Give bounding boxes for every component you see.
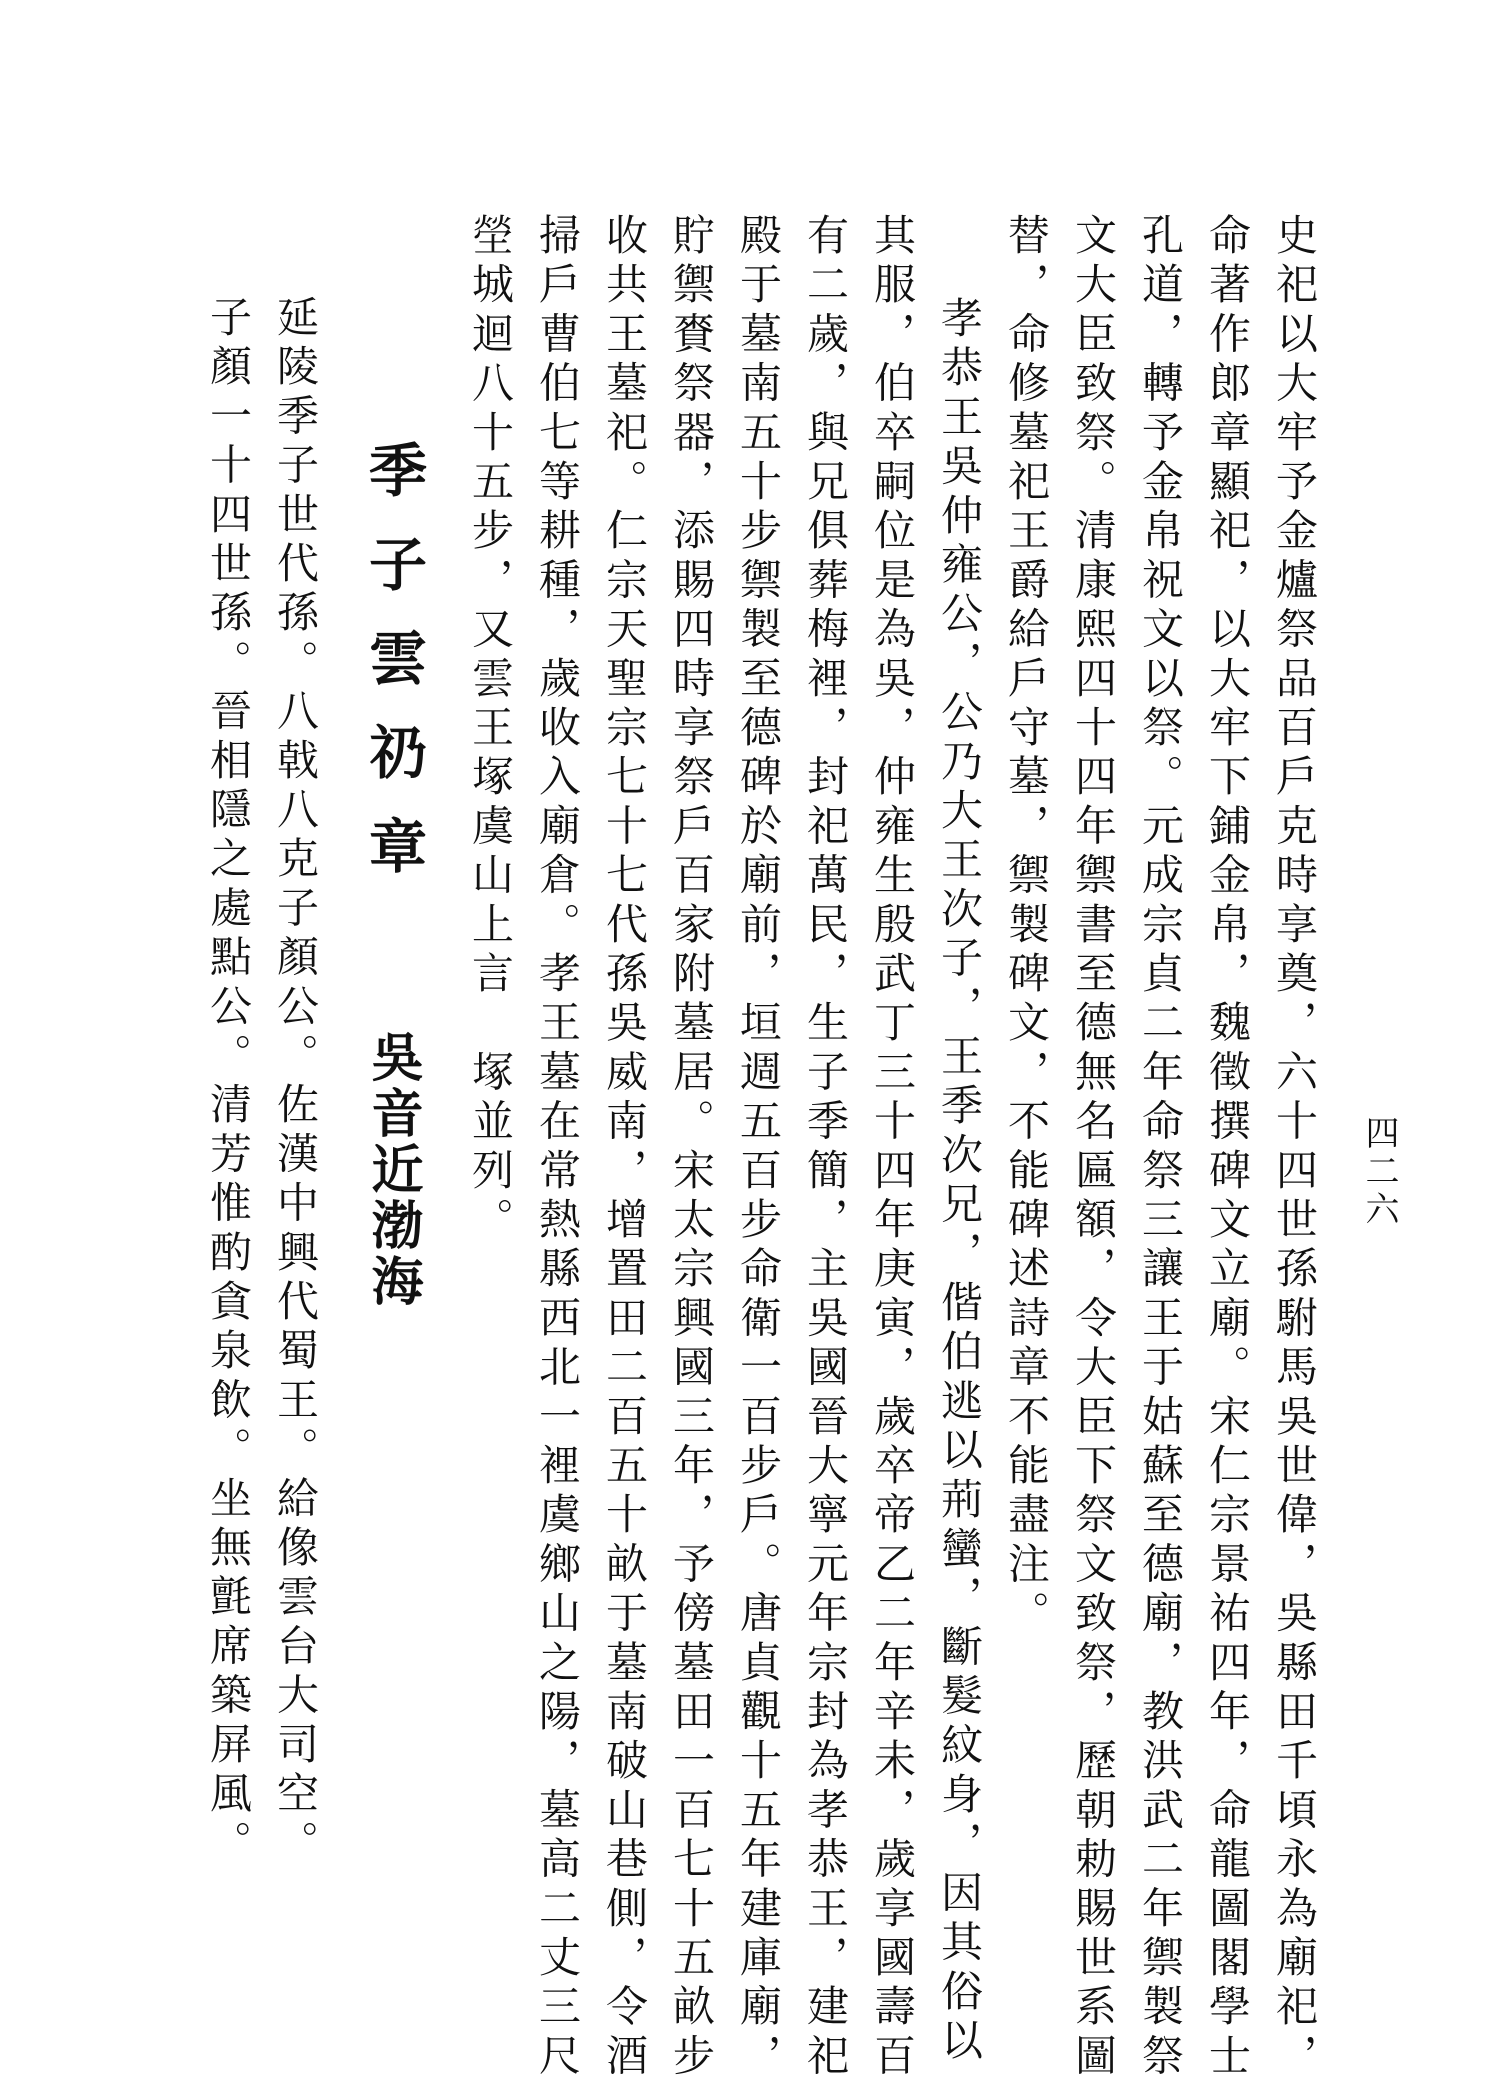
body-column: 塋城迴八十五步，又雲王塚虞山上言 塚並列。 [466, 213, 515, 1247]
body-column: 收共王墓祀。仁宗天聖宗七十七代孫吳威南，增置田二百五十畝于墓南破山巷側，令酒 [600, 213, 649, 2083]
poem-line: 子顏一十四世孫。晉相隱之處點公。清芳惟酌貪泉飲。坐無氈席築屏風。 [204, 295, 253, 1870]
body-column: 殿于墓南五十步禦製至德碑於廟前，垣週五百步命衛一百步戶。唐貞觀十五年建庫廟， [734, 213, 783, 2083]
body-column: 有二歲，與兄俱葬梅裡，封祀萬民，生子季簡，主吳國晉大寧元年宗封為孝恭王，建祀 [801, 213, 850, 2083]
poem-author: 吳音近渤海 [362, 1030, 423, 1310]
body-column: 替，命修墓祀王爵給戶守墓，禦製碑文，不能碑述詩章不能盡注。 [1002, 213, 1051, 1640]
body-column: 其服，伯卒嗣位是為吳，仲雍生殷武丁三十四年庚寅，歲卒帝乙二年辛未，歲享國壽百 [868, 213, 917, 2083]
body-column: 命著作郎章顯祀，以大牢下鋪金帛，魏徵撰碑文立廟。宋仁宗景祐四年，命龍圖閣學士 [1203, 213, 1252, 2083]
body-column: 孔道，轉予金帛祝文以祭。元成宗貞二年命祭三讓王于姑蘇至德廟，教洪武二年禦製祭 [1136, 213, 1185, 2083]
body-column: 史祀以大牢予金爐祭品百戶克時享奠，六十四世孫駙馬吳世偉，吳縣田千頃永為廟祀， [1270, 213, 1319, 2083]
poem-title: 季子雲礽章 [359, 440, 427, 910]
poem-line: 延陵季子世代孫。八戟八克子顏公。佐漢中興代蜀王。給像雲台大司空。 [271, 295, 320, 1870]
body-column: 掃戶曹伯七等耕種，歲收入廟倉。孝王墓在常熱縣西北一裡虞鄉山之陽，墓高二丈三尺 [533, 213, 582, 2083]
body-column: 文大臣致祭。清康熙四十四年禦書至德無名匾額，令大臣下祭文致祭，歷朝勅賜世系圖 [1069, 213, 1118, 2083]
body-column: 貯禦賚祭器，添賜四時享祭戶百家附墓居。宋太宗興國三年，予傍墓田一百七十五畝步 [667, 213, 716, 2083]
body-column: 孝恭王吳仲雍公，公乃大王次子，王季次兄，偕伯逃以荊蠻，斷髮紋身，因其俗以 [935, 296, 984, 2068]
page-number: 四二六 [1359, 1115, 1399, 1229]
